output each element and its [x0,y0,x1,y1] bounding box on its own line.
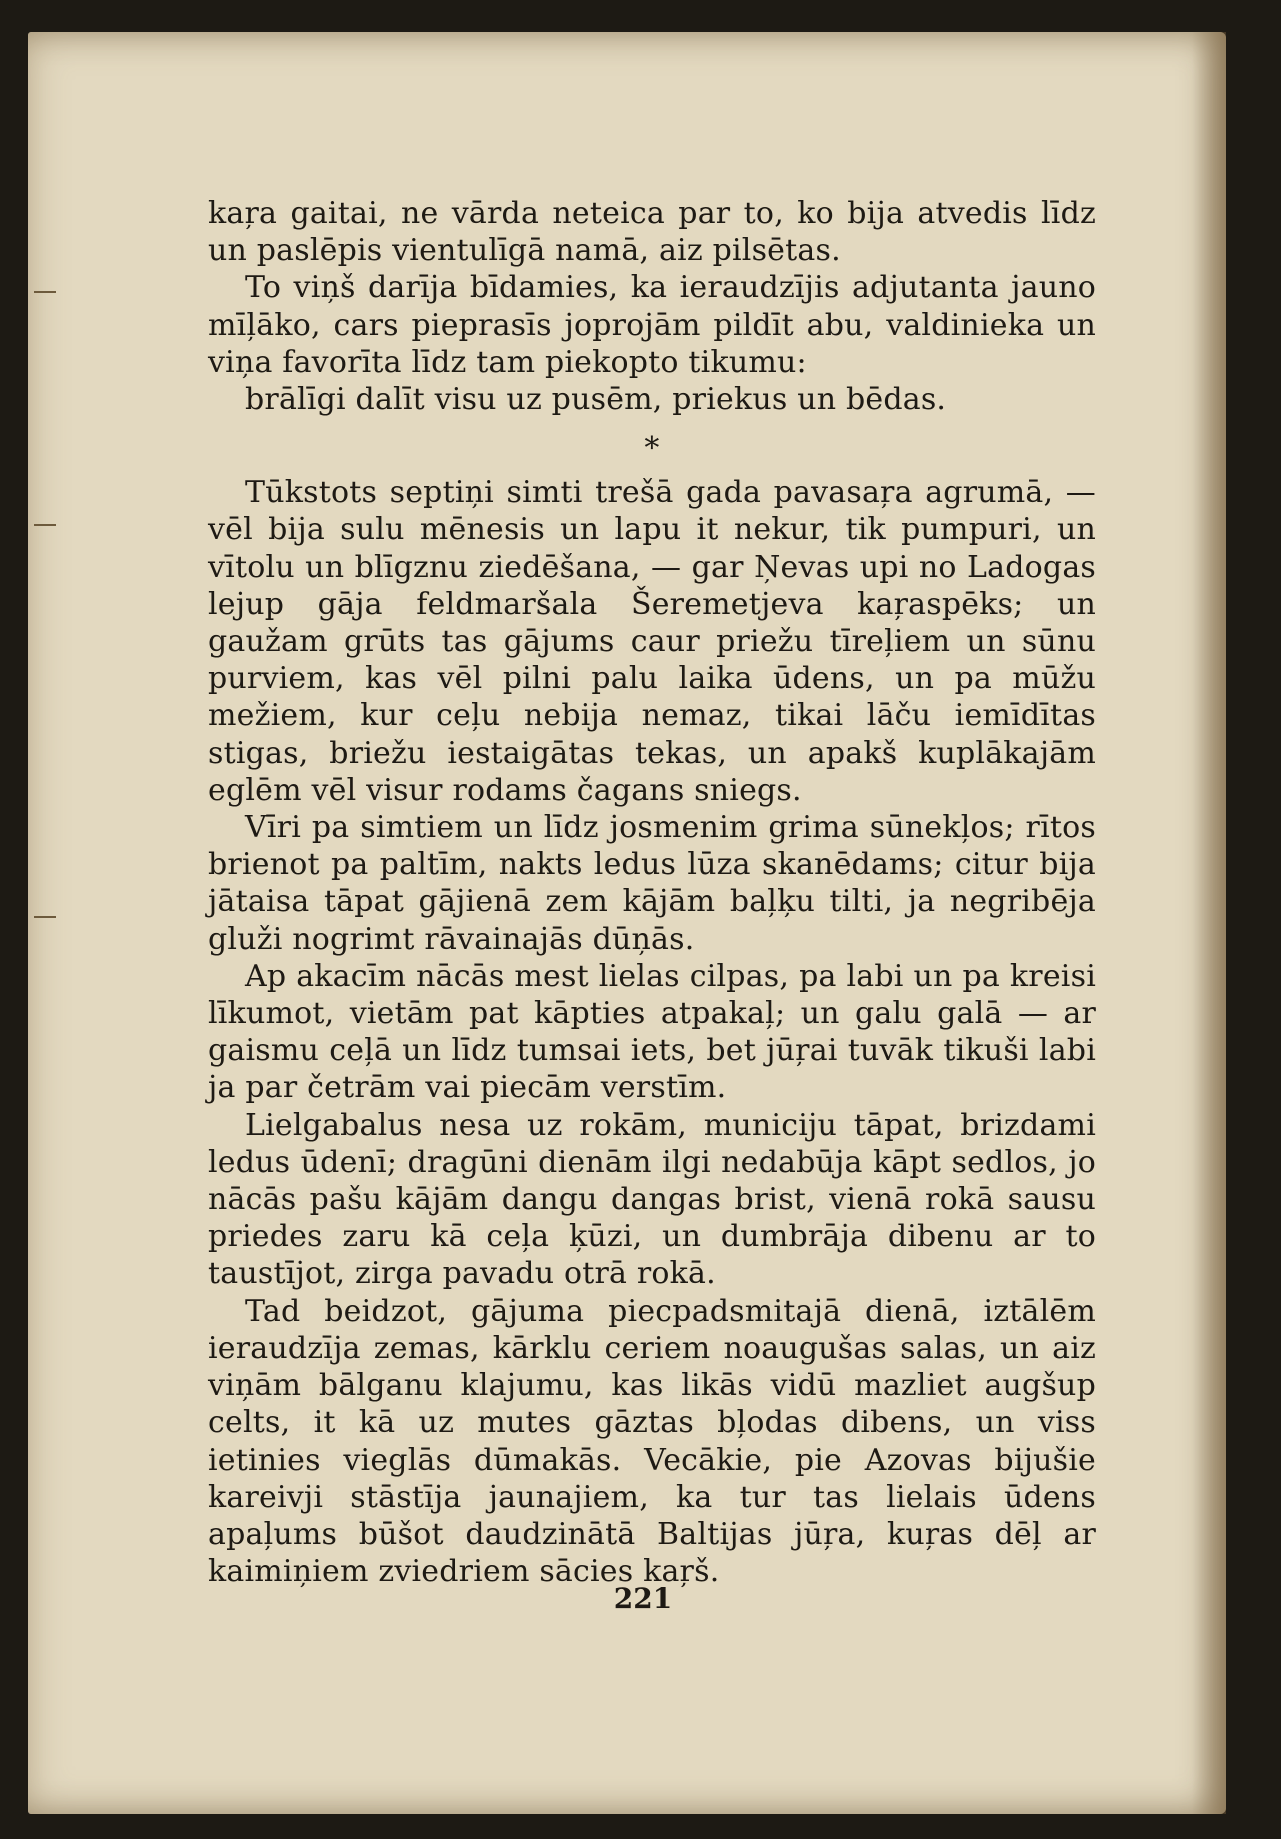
binding-stitches [28,32,58,1814]
paragraph: Ap akacīm nācās mest lielas cilpas, pa labi un pa kreisi līkumot, vietām pat kāpties atpakaļ; un galu galā — ar gaismu ceļā un līdz tumsai iets, bet jūŗai tuvāk tikuši labi ja par četrām vai piecām verstīm. [208,958,1096,1106]
book-page [28,32,1226,1814]
paragraph: To viņš darīja bīdamies, ka ieraudzījis adjutanta jauno mīļāko, cars pieprasīs joprojām pildīt abu, valdinieka un viņa favorīta līdz tam piekopto tikumu: [208,270,1096,380]
paragraph: Vīri pa simtiem un līdz josmenim grima sūnekļos; rītos brienot pa paltīm, nakts ledus lūza skanēdams; citur bija jātaisa tāpat gājienā zem kājām baļķu tilti, ja negribēja gluži nogrimt rāvainajās dūņās. [208,810,1096,957]
paragraph-closing-line: brālīgi dalīt visu uz pusēm, priekus un bēdas. [245,382,947,418]
body-text [208,195,1096,1590]
paragraph: Tad beidzot, gājuma piecpadsmitajā dienā, iztālēm ieraudzīja zemas, kārklu ceriem noaugušas salas, un aiz viņām bālganu klajumu, kas likās vidū mazliet augšup celts, it kā uz mutes gāztas bļodas dibens, un viss ietinies vieglās dūmakās. Vecākie, pie Azovas bijušie kareivji stāstīja jaunajiem, ka tur tas lielais ūdens apaļums būšot daudzinātā Baltijas jūŗa, kuŗas dēļ ar kaimiņiem zviedriem sācies kaŗš. [208,1293,1096,1590]
paragraph: Lielgabalus nesa uz rokām, municiju tāpat, brizdami ledus ūdenī; dragūni dienām ilgi nedabūja kāpt sedlos, jo nācās pašu kājām dangu dangas brist, vienā rokā sausu priedes zaru kā ceļa ķūzi, un dumbrāja dibenu ar to taustījot, zirga pavadu otrā rokā. [208,1107,1096,1292]
paragraph-continuation: kaŗa gaitai, ne vārda neteica par to, ko bija atvedis līdz un paslēpis vientulīgā namā, aiz pilsētas. [208,196,1096,269]
page-number: 221 [613,1582,673,1615]
page-edge-shadow [1192,32,1226,1814]
section-separator: * [644,431,660,467]
paragraph: Tūkstots septiņi simti trešā gada pavasaŗa agrumā, — vēl bija sulu mēnesis un lapu it nekur, tik pumpuri, un vītolu un blīgznu ziedēšana, — gar Ņevas upi no Ladogas lejup gāja feldmaršala Šeremetjeva kaŗaspēks; un gaužam grūts tas gājums caur priežu tīreļiem un sūnu purviem, kas vēl pilni palu laika ūdens, un pa mūžu mežiem, kur ceļu nebija nemaz, tikai lāču iemīdītas stigas, briežu iestaigātas tekas, un apakš kuplākajām eglēm vēl visur rodams čagans sniegs. [208,475,1096,808]
